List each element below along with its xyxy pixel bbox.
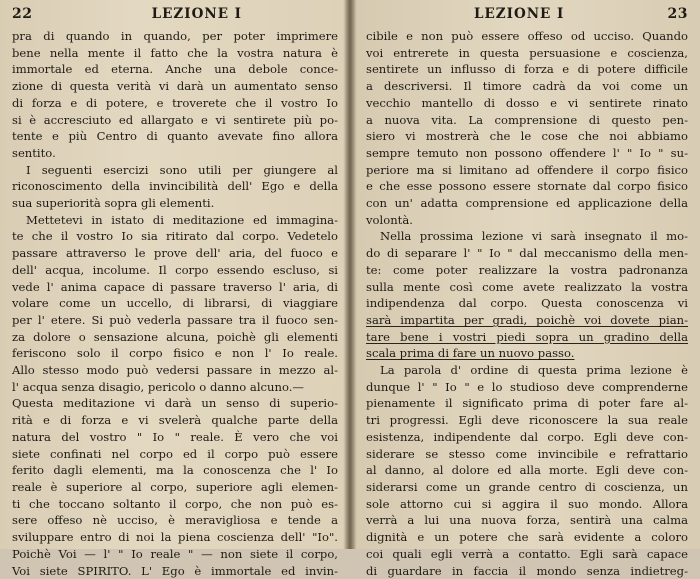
text-line: I seguenti esercizi sono utili per giungere al — [12, 162, 338, 179]
text-line: di guardare in faccia il mondo senza indietreg- — [366, 563, 688, 579]
text-line: passare attraverso le prove dell' aria, del fuoco e — [12, 245, 338, 262]
text-line: con un' adatta comprensione ed applicazione della — [366, 195, 688, 212]
left-page-text — [12, 28, 338, 579]
text-line: sere offeso nè ucciso, è meravigliosa e tende a — [12, 512, 338, 529]
text-line: zione di questa verità vi darà un aumentato senso — [12, 78, 338, 95]
text-line: vecchio mantello di dosso e vi sentirete rinato — [366, 95, 688, 112]
page-number-left: 22 — [12, 6, 32, 22]
page-number-right: 23 — [668, 6, 688, 22]
right-page-text — [366, 28, 688, 579]
text-line: di forza e di potere, e troverete che il vostro Io — [12, 95, 338, 112]
text-line: a nuova vita. La comprensione di questo pen- — [366, 112, 688, 129]
left-page-header — [12, 6, 338, 28]
text-line: siderarsi come un grande centro di coscienza, un — [366, 479, 688, 496]
text-line: si è accresciuto ed allargato e vi sentirete più po- — [12, 112, 338, 129]
text-line: esistenza, indipendente dal corpo. Egli deve con- — [366, 429, 688, 446]
underlined-text-line: sarà impartita per gradi, poichè voi dovete pian- — [366, 312, 688, 329]
text-line: a descriversi. Il timore cadrà da voi come un — [366, 78, 688, 95]
text-line: dunque l' " Io " e lo studioso deve comprenderne — [366, 379, 688, 396]
text-line: dignità e un potere che sarà evidente a coloro — [366, 529, 688, 546]
text-line: sempre temuto non possono offendere l' " Io " su- — [366, 145, 688, 162]
text-line: ferito dagli elementi, ma la conoscenza che l' Io — [12, 462, 338, 479]
text-line: immortale ed eterna. Anche una debole conce- — [12, 61, 338, 78]
text-line: dell' acqua, incolume. Il corpo essendo escluso, si — [12, 262, 338, 279]
text-line: coi quali egli verrà a contatto. Egli sarà capace — [366, 546, 688, 563]
text-line: sentito. — [12, 145, 338, 162]
text-line: verrà a lui una nuova forza, sentirà una calma — [366, 512, 688, 529]
text-line: Allo stesso modo può vedersi passare in mezzo al- — [12, 362, 338, 379]
text-line: indipendenza dal corpo. Questa conoscenza vi — [366, 295, 688, 312]
text-line: do di separare l' " Io " dal meccanismo della men- — [366, 245, 688, 262]
text-line: siderare se stesso come invincibile e refrattario — [366, 446, 688, 463]
text-line: za dolore o sensazione alcuna, poichè gli elementi — [12, 329, 338, 346]
text-line: sole attorno cui si aggira il suo mondo. Allora — [366, 496, 688, 513]
text-line: siete confinati nel corpo ed il corpo può essere — [12, 446, 338, 463]
text-line: La parola d' ordine di questa prima lezione è — [366, 362, 688, 379]
left-page — [0, 0, 348, 549]
text-line: cibile e non può essere offeso od ucciso. Quando — [366, 28, 688, 45]
text-line: voi entrerete in questa persuasione e coscienza, — [366, 45, 688, 62]
text-line: bene nella mente il fatto che la vostra natura è — [12, 45, 338, 62]
text-line: al danno, al dolore ed alla morte. Egli deve con- — [366, 462, 688, 479]
text-line: te: come poter realizzare la vostra padronanza — [366, 262, 688, 279]
text-line: ti che toccano soltanto il corpo, che non può es- — [12, 496, 338, 513]
text-line: riconoscimento della invincibilità dell' Ego e della — [12, 178, 338, 195]
text-line: sulla mente così come avete realizzato la vostra — [366, 279, 688, 296]
text-line: l' acqua senza disagio, pericolo o danno alcuno.— — [12, 379, 338, 396]
text-line: per l' etere. Si può vederla passare tra il fuoco sen- — [12, 312, 338, 329]
lesson-title-left: LEZIONE I — [152, 6, 242, 22]
text-line: sua superiorità sopra gli elementi. — [12, 195, 338, 212]
text-line: siero vi mostrerà che le cose che noi abbiamo — [366, 128, 688, 145]
text-line: volontà. — [366, 212, 688, 229]
text-line: vede l' anima capace di passare traverso l' aria, di — [12, 279, 338, 296]
right-page-header — [366, 6, 688, 28]
text-line: sviluppare entro di noi la piena coscienza dell' "Io". — [12, 529, 338, 546]
text-line: Nella prossima lezione vi sarà insegnato il mo- — [366, 228, 688, 245]
text-line: pienamente il significato prima di poter fare al- — [366, 395, 688, 412]
text-line: sentirete un influsso di forza e di potere difficile — [366, 61, 688, 78]
text-line: rità e di forza e vi svelerà qualche parte della — [12, 412, 338, 429]
text-line: periore ma si limitano ad offendere il corpo fisico — [366, 162, 688, 179]
lesson-title-right: LEZIONE I — [474, 6, 564, 22]
text-line: feriscono solo il corpo fisico e non l' Io reale. — [12, 345, 338, 362]
underlined-text-line: scala prima di fare un nuovo passo. — [366, 345, 688, 362]
right-page — [352, 0, 700, 549]
text-line: e che esse possono essere stornate dal corpo fisico — [366, 178, 688, 195]
underlined-text-line: tare bene i vostri piedi sopra un gradino della — [366, 329, 688, 346]
text-line: natura del vostro " Io " reale. È vero che voi — [12, 429, 338, 446]
text-line: Poichè Voi — l' " Io reale " — non siete il corpo, — [12, 546, 338, 563]
text-line: pra di quando in quando, per poter imprimere — [12, 28, 338, 45]
text-line: Questa meditazione vi darà un senso di superio- — [12, 395, 338, 412]
text-line: tente e più Centro di quanto avevate fino allora — [12, 128, 338, 145]
text-line: reale è superiore al corpo, superiore agli elemen- — [12, 479, 338, 496]
text-line: Voi siete SPIRITO. L' Ego è immortale ed invin- — [12, 563, 338, 579]
text-line: volare come un uccello, di librarsi, di viaggiare — [12, 295, 338, 312]
text-line: Mettetevi in istato di meditazione ed immagina- — [12, 212, 338, 229]
text-line: te che il vostro Io sia ritirato dal corpo. Vedetelo — [12, 228, 338, 245]
text-line: tri progressi. Egli deve riconoscere la sua reale — [366, 412, 688, 429]
